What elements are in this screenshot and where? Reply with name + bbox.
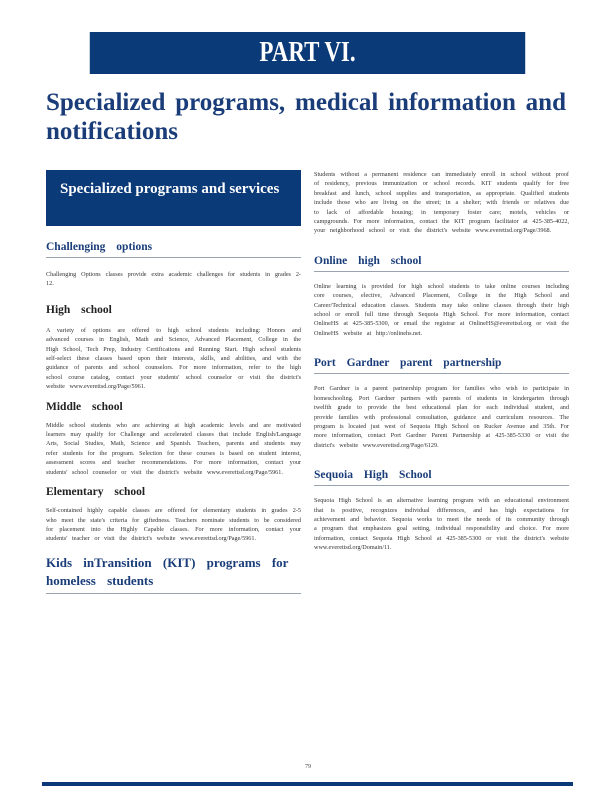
elementary-school-body: Self-contained highly capable classes are offered for elementary students in grades 2-5 who meet the state's criteria for giftedness. Teachers nominate students to be considered for placement into the Highly Capable classes. For more information, contact your students' teacher or visit the district's website www.everettsd.org/Page/5961. <box>46 507 301 543</box>
kit-body-continued: Students without a permanent residence can immediately enroll in school without proof of residency, previous immunization or school records. KIT students qualify for free breakfast and lunch, school supplies and transportation, as appropriate. Qualified students include those who are living on the street; in a shelter; with friends or relatives due to lack of affordable housing; in temporary foster care; motels, vehicles or campgrounds. For more information, contact the KIT program facilitator at 425-385-4022, your neighborhood school or visit the district's website www.everettsd.org/Page/3968. <box>314 171 569 235</box>
challenging-options-body: Challenging Options classes provide extra academic challenges for students in grades 2-12. <box>46 271 301 288</box>
sequoia-body: Sequoia High School is an alternative learning program with an educational environment that is positive, recognizes individual differences, and has high expectations for achievement and behavior. Sequoia works to meet the needs of its community through a program that emphasizes goal setting, individual responsibility and choice. For more information, contact Sequoia High School at 425-385-5300 or visit the district's website www.everettsd.org/Domain/11. <box>314 497 569 552</box>
port-gardner-heading: Port Gardner parent partnership <box>314 356 569 374</box>
high-school-body: A variety of options are offered to high school students including: Honors and advanced courses in English, Math and Science, Advanced Placement, College in the High School, Tech Prep, Industry Certifications and Running Start. High school students self-select these classes based upon their interests, skills, and abilities, and with the guidance of parents and school counselors. For more information, refer to the high school course catalog, contact your students' school counselor or visit the district's website www.everettsd.org/Page/5961. <box>46 326 301 391</box>
sequoia-section <box>314 468 569 552</box>
part-banner: PART VI. <box>90 32 525 74</box>
online-high-school-body: Online learning is provided for high school students to take online courses including core courses, elective, Advanced Placement, College in the High School and Career/Technical education classes. Students may take online classes through their high school or enroll full time through Sequoia High School. For more information, contact OnlineHS at 425-385-5300, or email the registrar at OnlineHS@everettsd.org or visit the OnlineHS website at http://onlinehs.net. <box>314 282 569 337</box>
bottom-rule <box>42 782 573 786</box>
kit-section <box>46 554 301 594</box>
middle-school-body: Middle school students who are achieving at high academic levels and are motivated learners may qualify for Challenge and accelerated classes that include English/Language Arts, Social Studies, Math, Science and Spanish. Teachers, parents and students may refer students for the program. Selection for these courses is based on student interest, assessment scores and teacher recommendations. For more information, contact your students' school counselor or visit the district's website www.everettsd.org/Page/5961. <box>46 421 301 476</box>
elementary-school-section <box>46 485 301 544</box>
online-high-school-section <box>314 254 569 338</box>
port-gardner-body: Port Gardner is a parent partnership program for families who wish to participate in homeschooling. Port Gardner partners with parents of students in kindergarten through twelfth grade to provide the best educational plan for each individual student, and provide families with professional consultation, guidance and curriculum resources. The program is located just west of Sequoia High School on Rucker Avenue and 35th. For more information, contact Port Gardner Parent Partnership at 425-385-5330 or visit the district's website www.everettsd.org/Page/6129. <box>314 385 569 449</box>
kit-heading: Kids inTransition (KIT) programs for homeless students <box>46 554 301 594</box>
page-number: 79 <box>305 764 311 770</box>
middle-school-section <box>46 400 301 477</box>
right-column <box>314 170 569 553</box>
challenging-options-section <box>46 240 301 289</box>
left-column <box>46 170 301 600</box>
middle-school-heading: Middle school <box>46 400 123 413</box>
sequoia-heading: Sequoia High School <box>314 468 569 486</box>
high-school-heading: High school <box>46 303 112 316</box>
challenging-options-heading: Challenging options <box>46 240 301 258</box>
port-gardner-section <box>314 356 569 450</box>
page-title: Specialized programs, medical information and notifications <box>46 89 566 145</box>
high-school-section <box>46 303 301 392</box>
elementary-school-heading: Elementary school <box>46 486 146 499</box>
section-box-title: Specialized programs and services <box>46 170 301 226</box>
online-high-school-heading: Online high school <box>314 254 569 272</box>
